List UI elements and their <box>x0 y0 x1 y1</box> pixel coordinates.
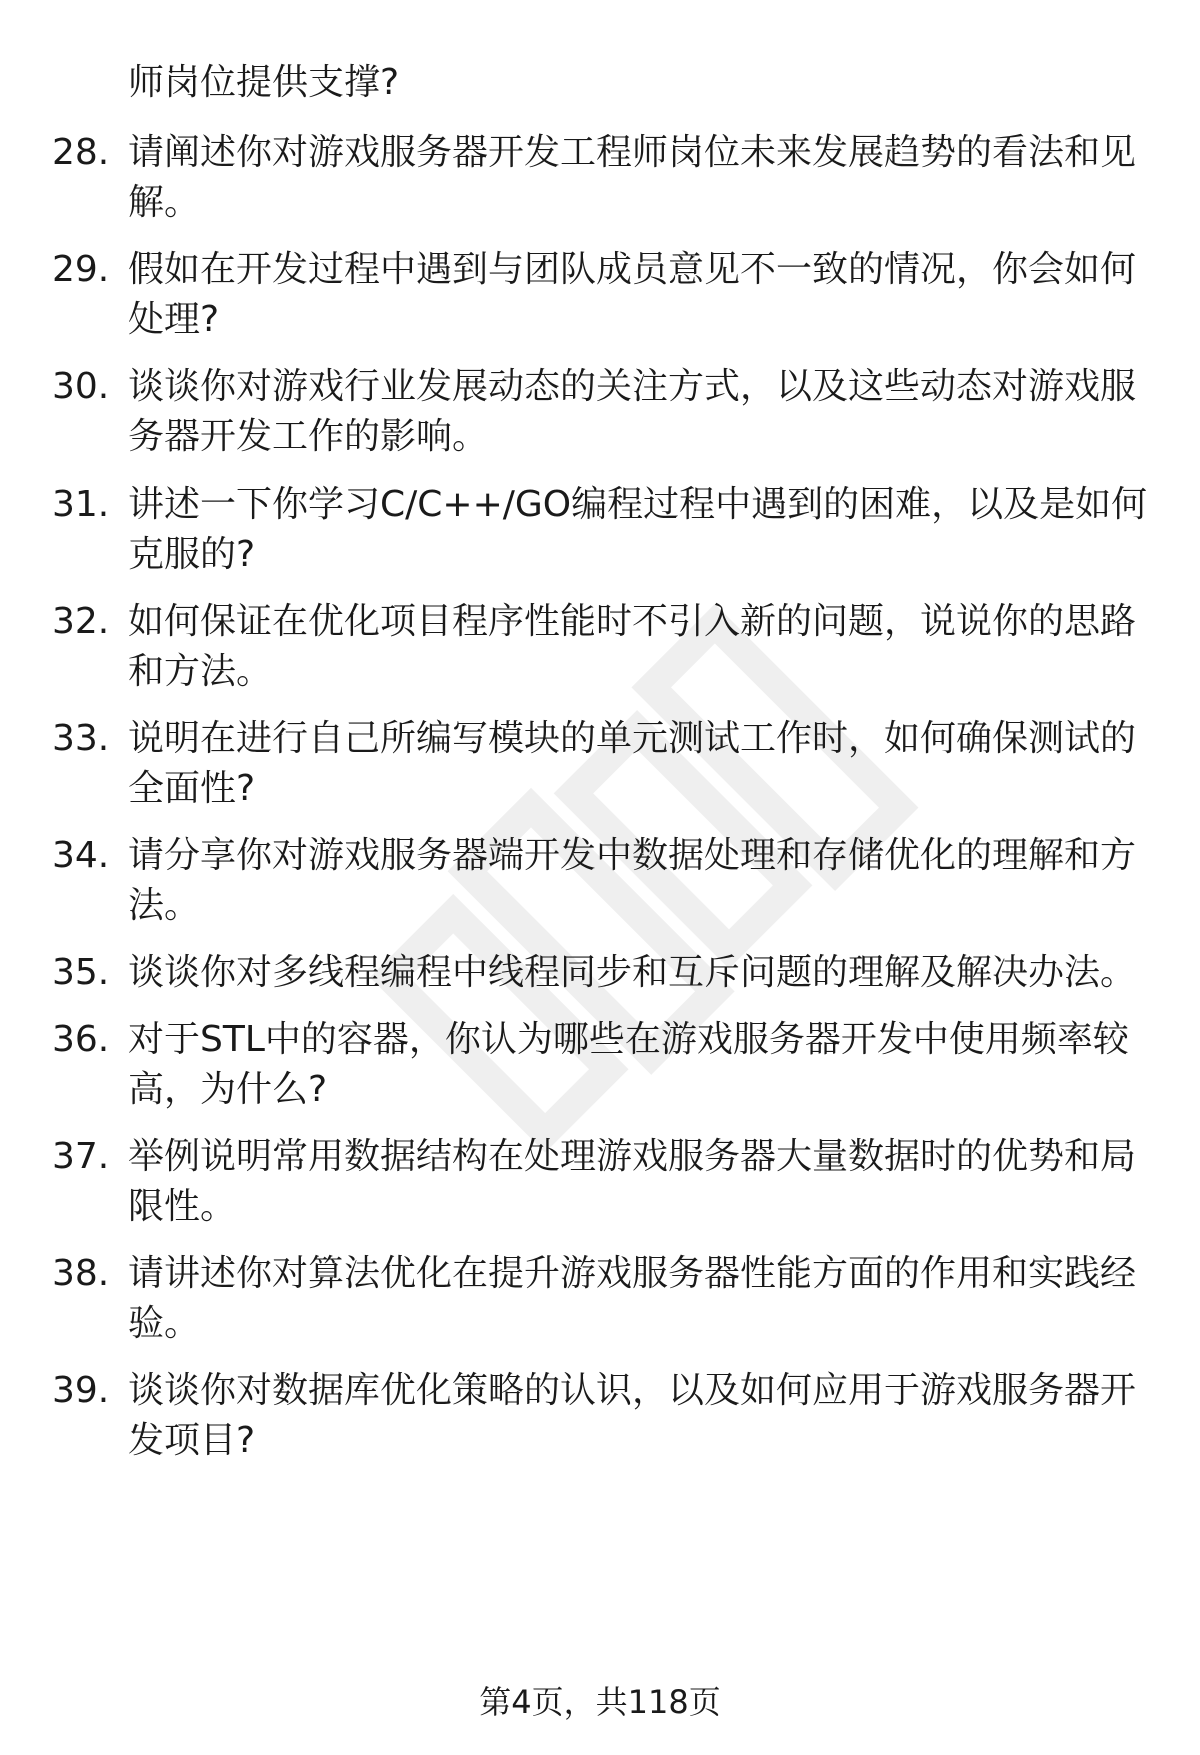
list-item <box>0 480 1200 580</box>
question-number: 39. <box>52 1370 110 1411</box>
question-text: 请讲述你对算法优化在提升游戏服务器性能方面的作用和实践经验。 <box>128 1253 1137 1344</box>
question-number: 29. <box>52 249 110 290</box>
question-number: 31. <box>52 484 110 525</box>
page-footer: 第4页，共118页 <box>479 1683 721 1721</box>
continuation-text: 师岗位提供支撑? <box>128 62 400 103</box>
list-item <box>0 245 1200 345</box>
question-text: 谈谈你对多线程编程中线程同步和互斥问题的理解及解决办法。 <box>128 952 1137 993</box>
question-number: 33. <box>52 718 110 759</box>
question-number: 36. <box>52 1019 110 1060</box>
question-text: 对于STL中的容器，你认为哪些在游戏服务器开发中使用频率较高，为什么? <box>128 1019 1129 1110</box>
question-number: 34. <box>52 835 110 876</box>
question-number: 37. <box>52 1136 110 1177</box>
question-text: 说明在进行自己所编写模块的单元测试工作时，如何确保测试的全面性? <box>128 718 1137 809</box>
question-number: 38. <box>52 1253 110 1294</box>
question-text: 请分享你对游戏服务器端开发中数据处理和存储优化的理解和方法。 <box>128 835 1137 926</box>
question-text: 请阐述你对游戏服务器开发工程师岗位未来发展趋势的看法和见解。 <box>128 132 1137 223</box>
list-item <box>0 1249 1200 1349</box>
question-text: 谈谈你对数据库优化策略的认识，以及如何应用于游戏服务器开发项目? <box>128 1370 1137 1461</box>
list-item <box>0 831 1200 931</box>
list-item <box>0 597 1200 697</box>
list-item <box>0 714 1200 814</box>
question-text: 如何保证在优化项目程序性能时不引入新的问题，说说你的思路和方法。 <box>128 601 1137 692</box>
question-number: 35. <box>52 952 110 993</box>
question-text: 谈谈你对游戏行业发展动态的关注方式，以及这些动态对游戏服务器开发工作的影响。 <box>128 366 1137 457</box>
question-number: 30. <box>52 366 110 407</box>
question-text: 假如在开发过程中遇到与团队成员意见不一致的情况，你会如何处理? <box>128 249 1137 340</box>
list-item <box>0 362 1200 462</box>
question-number: 32. <box>52 601 110 642</box>
list-item <box>0 1132 1200 1232</box>
question-text: 讲述一下你学习C/C++/GO编程过程中遇到的困难，以及是如何克服的? <box>128 484 1148 575</box>
list-item <box>0 1015 1200 1115</box>
list-item <box>0 128 1200 228</box>
question-text: 举例说明常用数据结构在处理游戏服务器大量数据时的优势和局限性。 <box>128 1136 1137 1227</box>
question-number: 28. <box>52 132 110 173</box>
list-item <box>0 1366 1200 1466</box>
